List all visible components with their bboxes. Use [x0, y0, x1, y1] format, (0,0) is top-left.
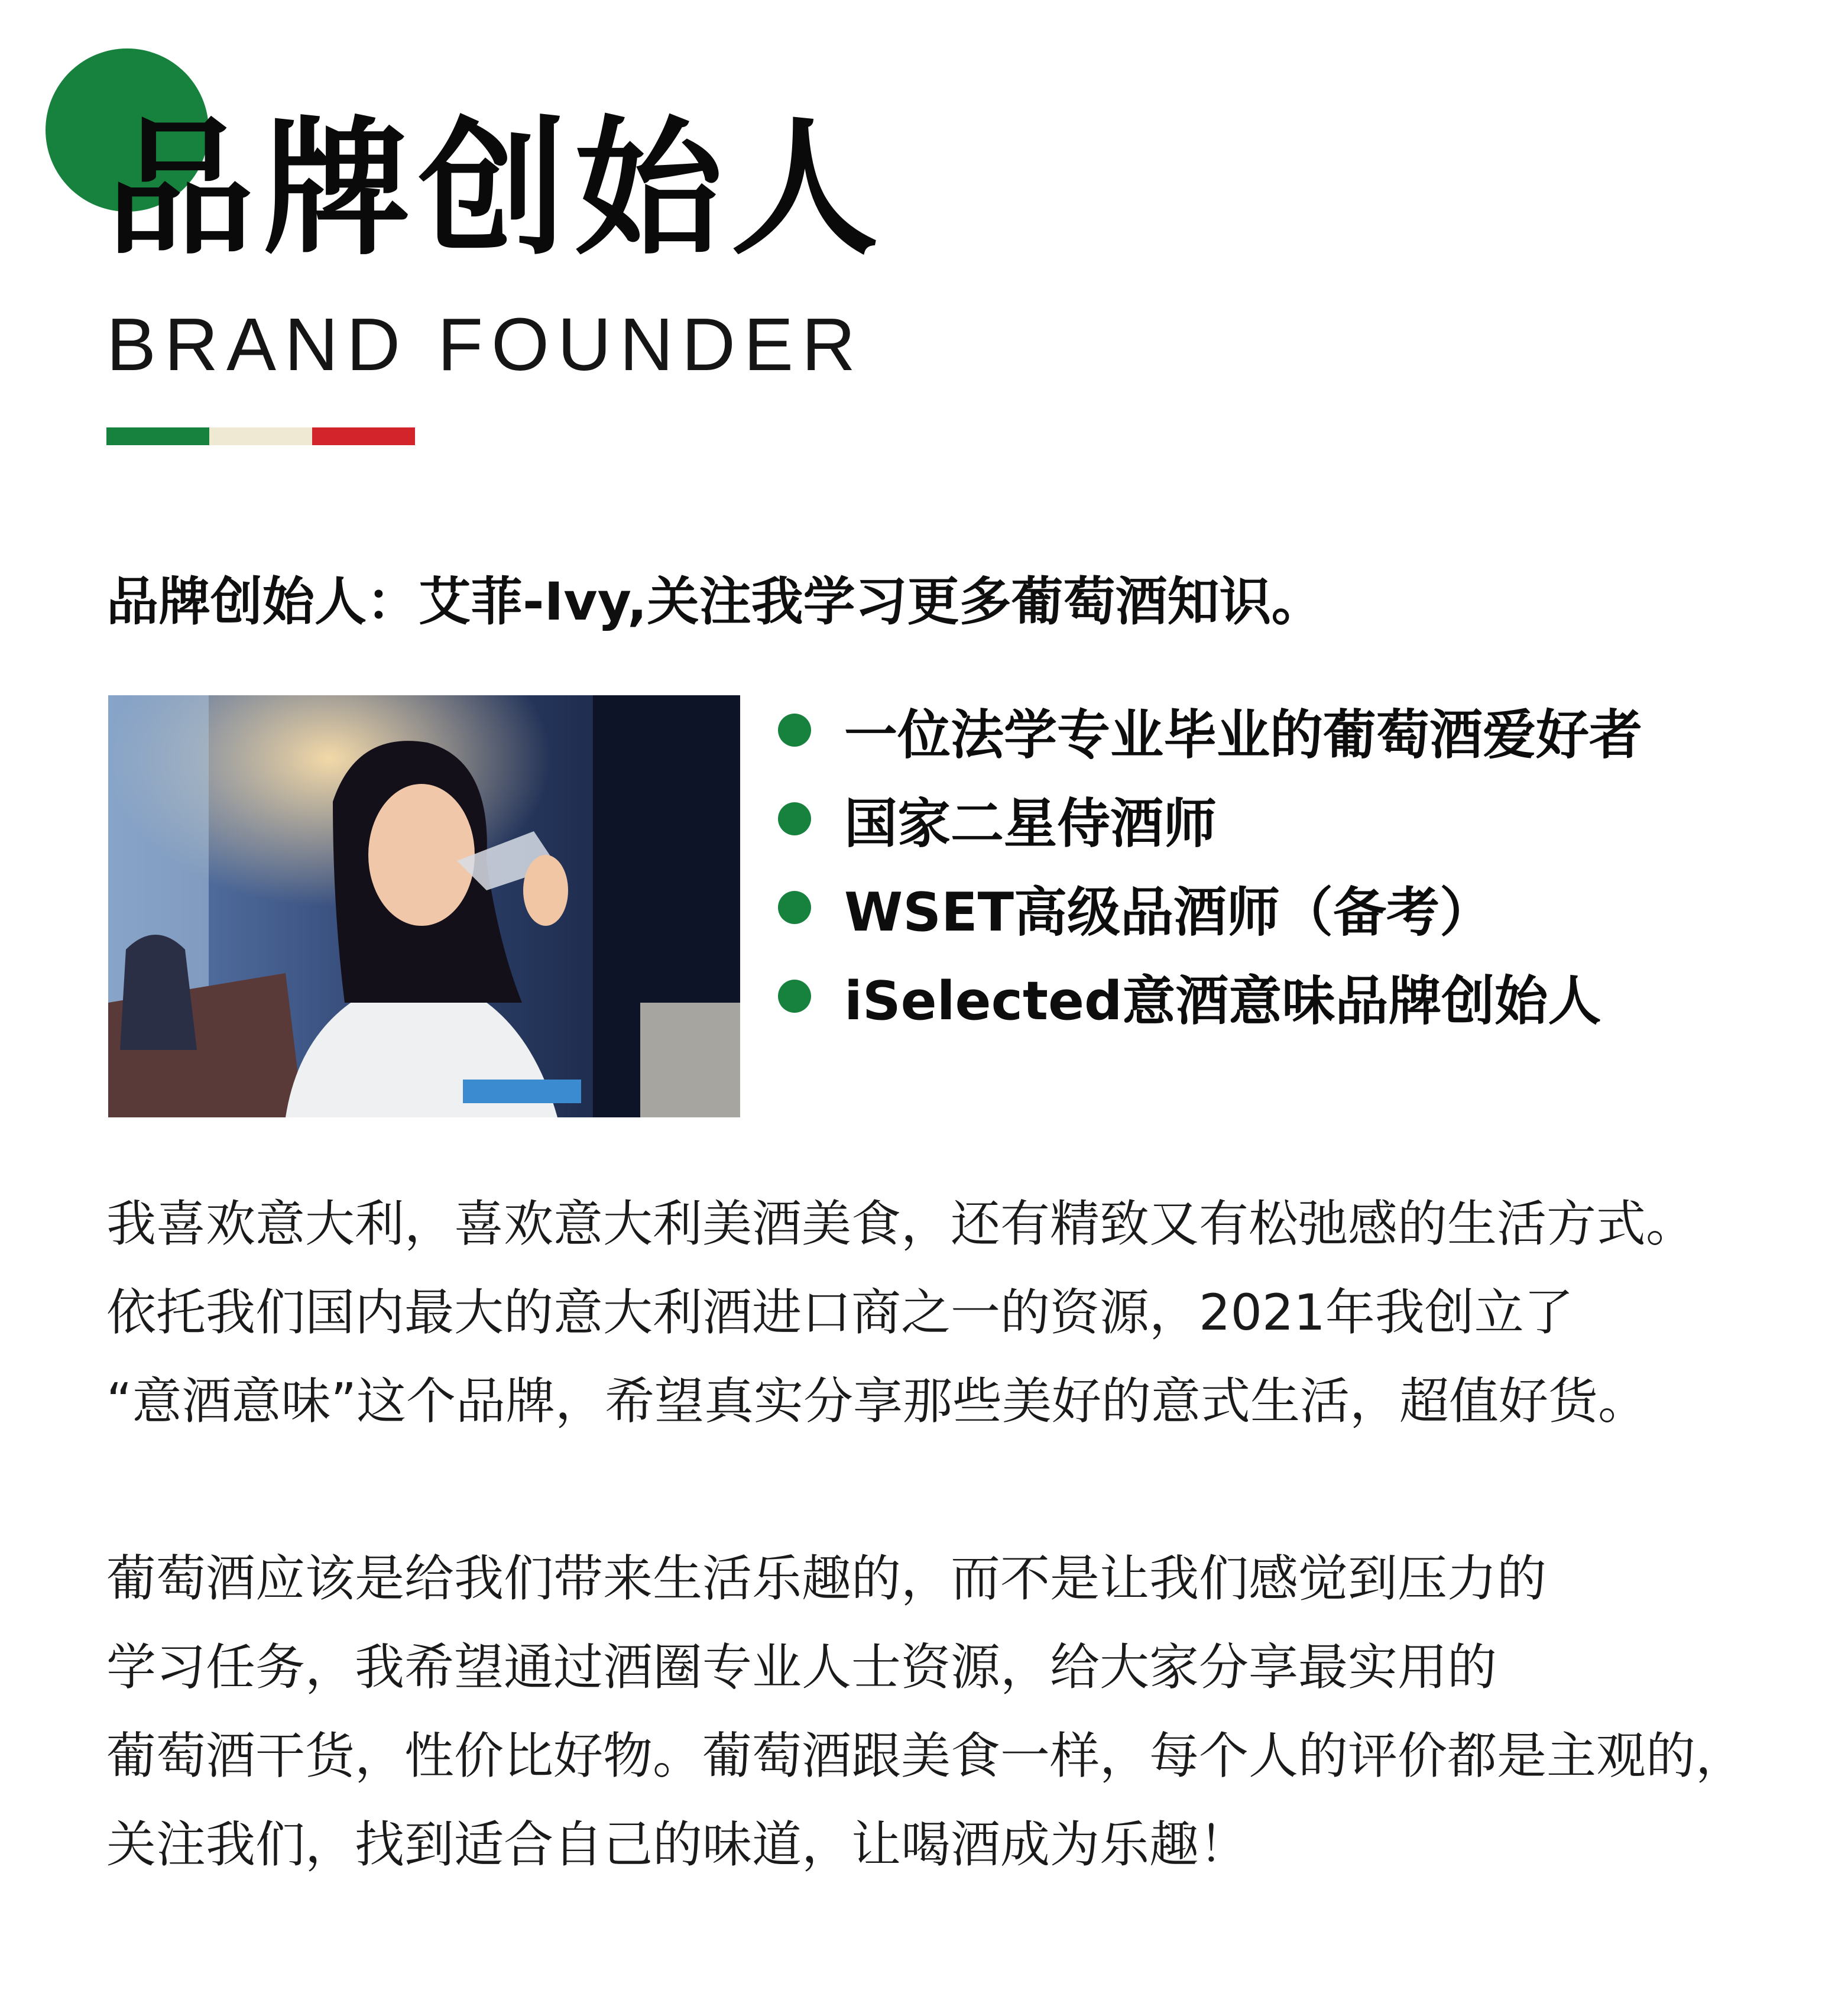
page-title: 品牌创始人 [106, 103, 887, 275]
founder-intro: 品牌创始人：艾菲-Ivy,关注我学习更多葡萄酒知识。 [106, 571, 1324, 632]
flag-stripe-cream [209, 427, 312, 445]
credentials-list [778, 686, 1642, 1041]
paragraph-line: 依托我们国内最大的意大利酒进口商之一的资源，2021年我创立了 [106, 1284, 1574, 1341]
green-dot-icon [778, 802, 811, 835]
list-item [778, 863, 1642, 952]
credential-text: 国家二星侍酒师 [844, 793, 1217, 855]
story-paragraph-2 [106, 1534, 1745, 1889]
page-subtitle: BRAND FOUNDER [106, 303, 864, 386]
list-item [778, 774, 1642, 863]
green-dot-icon [778, 714, 811, 747]
credential-text: iSelected意酒意味品牌创始人 [844, 970, 1601, 1032]
story-paragraph-1 [106, 1179, 1695, 1445]
paragraph-line: 葡萄酒应该是给我们带来生活乐趣的，而不是让我们感觉到压力的 [106, 1550, 1547, 1607]
founder-photo [108, 695, 740, 1117]
paragraph-line: 学习任务，我希望通过酒圈专业人士资源，给大家分享最实用的 [106, 1638, 1497, 1696]
credential-text: WSET高级品酒师（备考） [844, 881, 1493, 944]
paragraph-line: “意酒意味”这个品牌，希望真实分享那些美好的意式生活，超值好货。 [106, 1372, 1648, 1430]
paragraph-line: 关注我们，找到适合自己的味道，让喝酒成为乐趣！ [106, 1816, 1249, 1874]
paragraph-line: 葡萄酒干货，性价比好物。葡萄酒跟美食一样，每个人的评价都是主观的， [106, 1727, 1746, 1785]
flag-stripe-green [106, 427, 209, 445]
flag-stripe-red [312, 427, 415, 445]
green-dot-icon [778, 980, 811, 1013]
credential-text: 一位法学专业毕业的葡萄酒爱好者 [844, 704, 1642, 766]
list-item [778, 686, 1642, 774]
green-dot-icon [778, 891, 811, 924]
italian-flag-divider [106, 427, 415, 445]
paragraph-line: 我喜欢意大利，喜欢意大利美酒美食，还有精致又有松弛感的生活方式。 [106, 1195, 1696, 1253]
list-item [778, 952, 1642, 1041]
